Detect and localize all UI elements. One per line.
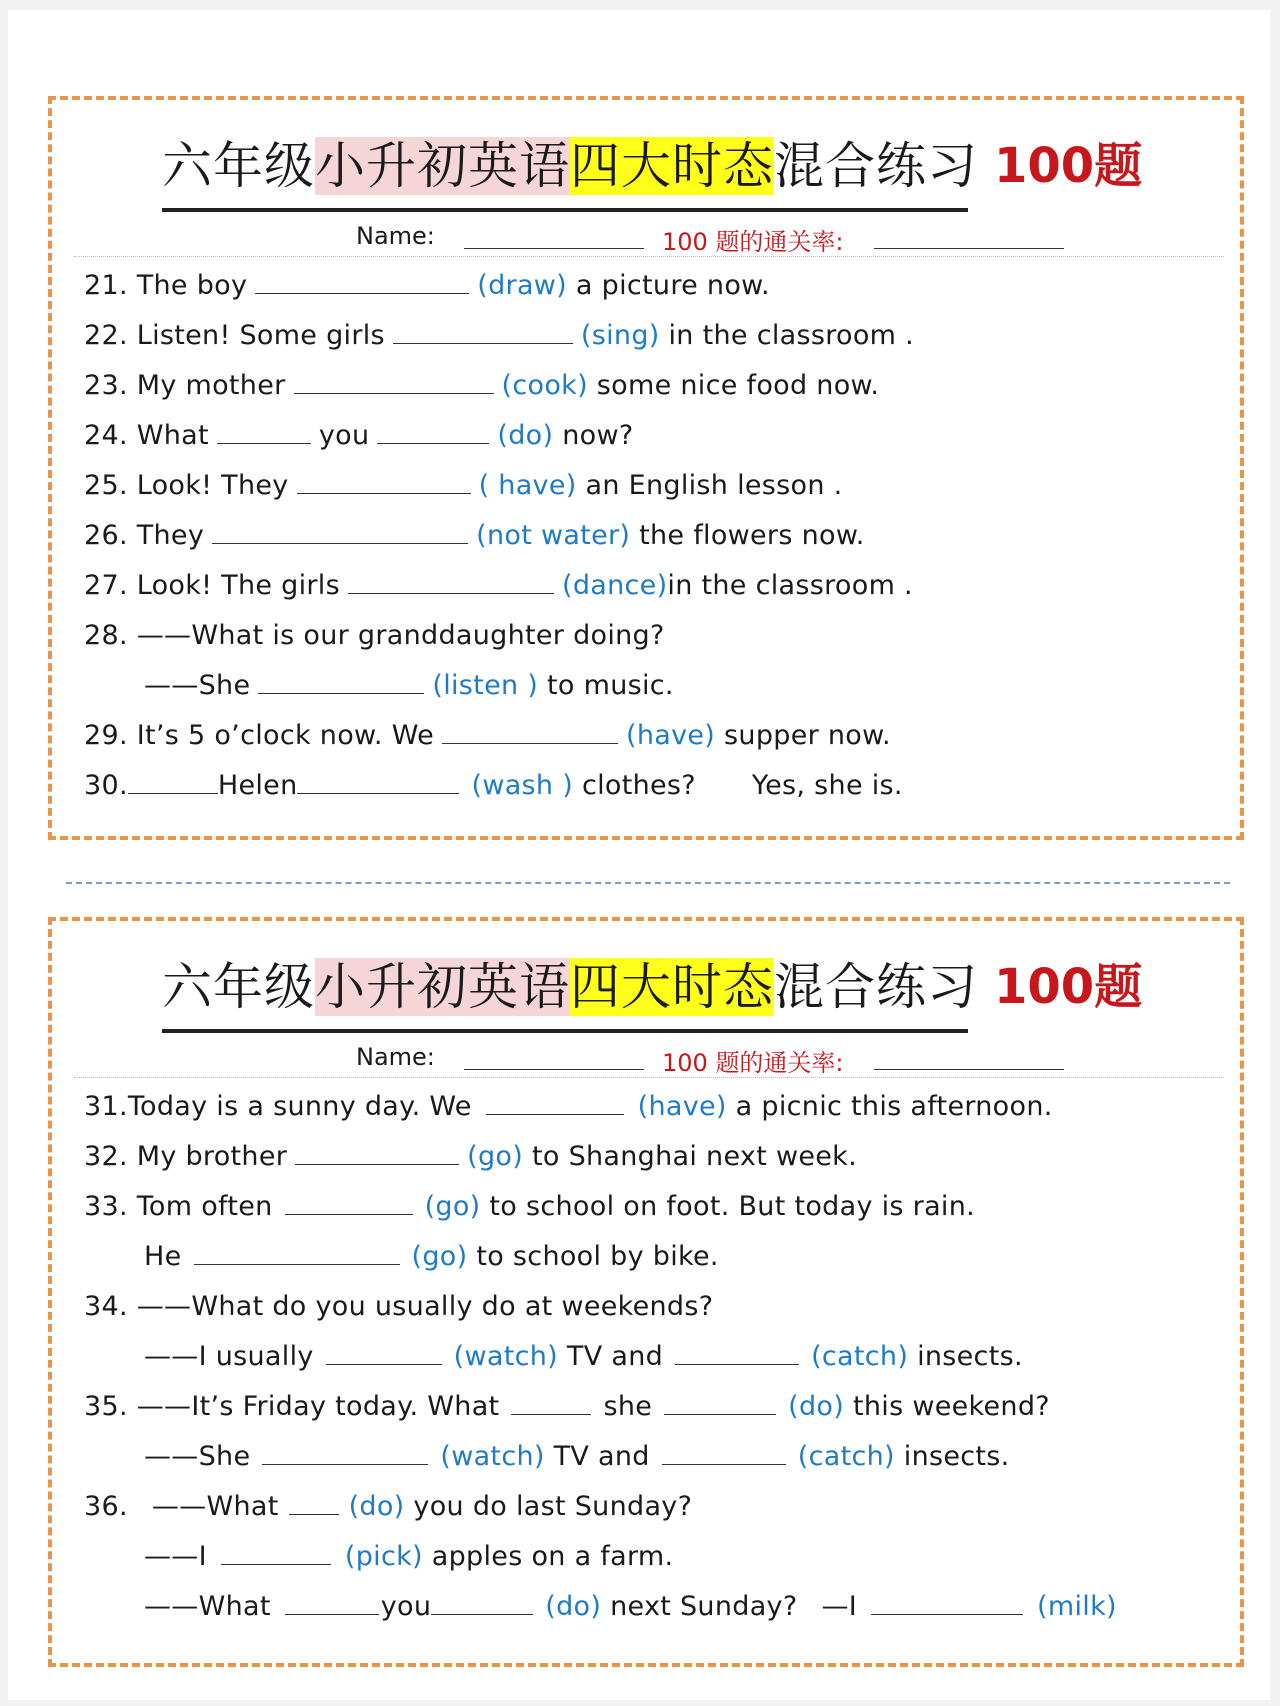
verb-hint: (do) (348, 1491, 405, 1522)
question-25 (84, 466, 843, 506)
question-23 (84, 366, 879, 406)
question-text: ——I (144, 1541, 207, 1572)
question-text: next Sunday? (610, 1591, 798, 1622)
question-text: —I (821, 1591, 858, 1622)
question-text: TV and (566, 1341, 664, 1372)
question-text: 22. Listen! Some girls (84, 320, 385, 351)
title-part: 六年级 (162, 958, 315, 1016)
section-separator (66, 882, 1230, 884)
verb-hint: (cook) (501, 370, 588, 401)
question-text: this weekend? (852, 1391, 1050, 1422)
question-text: to school by bike. (476, 1241, 719, 1272)
verb-hint: (dance) (561, 570, 668, 601)
question-text: apples on a farm. (431, 1541, 674, 1572)
title-count: 100题 (994, 138, 1143, 194)
question-text: 31.Today is a sunny day. We (84, 1091, 472, 1122)
verb-hint: (sing) (580, 320, 660, 351)
answer-blank[interactable] (377, 442, 489, 444)
answer-blank[interactable] (194, 1263, 400, 1265)
question-33 (84, 1187, 975, 1227)
pass-rate-blank[interactable] (874, 1069, 1064, 1070)
question-text: ——What (151, 1491, 279, 1522)
question-22 (84, 316, 914, 356)
question-text: Yes, she is. (751, 770, 903, 801)
verb-hint: (catch) (797, 1441, 895, 1472)
verb-hint: (do) (788, 1391, 845, 1422)
page-title (162, 951, 978, 1023)
question-34-prompt (84, 1287, 713, 1327)
name-blank[interactable] (464, 1069, 644, 1070)
question-text: 29. It’s 5 o’clock now. We (84, 720, 435, 751)
answer-blank[interactable] (289, 1513, 339, 1515)
question-28-answer (144, 666, 674, 706)
question-text: to music. (547, 670, 674, 701)
title-part-highlight-yellow: 四大时态 (570, 958, 774, 1016)
question-text: insects. (917, 1341, 1023, 1372)
question-35-prompt (84, 1387, 1050, 1427)
question-text: an English lesson . (585, 470, 843, 501)
question-35-answer (144, 1437, 1010, 1477)
question-text: 27. Look! The girls (84, 570, 340, 601)
question-text: some nice food now. (596, 370, 880, 401)
answer-blank[interactable] (258, 692, 424, 694)
answer-blank[interactable] (285, 1613, 379, 1615)
answer-blank[interactable] (486, 1113, 624, 1115)
verb-hint: (do) (497, 420, 554, 451)
question-24 (84, 416, 633, 456)
question-text: insects. (903, 1441, 1010, 1472)
question-text: ——She (144, 1441, 251, 1472)
question-text: you do last Sunday? (413, 1491, 693, 1522)
title-count: 100题 (994, 959, 1143, 1015)
answer-blank[interactable] (442, 742, 618, 744)
question-text: to Shanghai next week. (531, 1141, 857, 1172)
answer-blank[interactable] (348, 592, 554, 594)
verb-hint: (go) (424, 1191, 481, 1222)
question-text: to school on foot. But today is rain. (489, 1191, 976, 1222)
answer-blank[interactable] (431, 1613, 533, 1615)
title-row (162, 130, 1162, 202)
pass-rate-blank[interactable] (874, 248, 1064, 249)
pass-rate-label: 100 题的通关率: (662, 228, 844, 256)
answer-blank[interactable] (285, 1213, 413, 1215)
title-part-highlight-pink: 小升初英语 (315, 137, 570, 195)
question-text: she (603, 1391, 653, 1422)
title-underline (162, 208, 968, 212)
answer-blank[interactable] (675, 1363, 799, 1365)
answer-blank[interactable] (262, 1463, 428, 1465)
answer-blank[interactable] (326, 1363, 442, 1365)
title-part: 混合练习 (774, 137, 978, 195)
pass-rate-label: 100 题的通关率: (662, 1049, 844, 1077)
question-text: ——She (144, 670, 251, 701)
answer-blank[interactable] (297, 492, 471, 494)
question-text: He (144, 1241, 182, 1272)
name-label: Name: (356, 222, 435, 250)
question-30 (84, 766, 903, 806)
title-part-highlight-yellow: 四大时态 (570, 137, 774, 195)
question-text: 30. (84, 770, 128, 801)
question-31 (84, 1087, 1053, 1127)
question-text: in the classroom . (667, 570, 913, 601)
worksheet-page (8, 10, 1270, 1700)
question-text: 24. What (84, 420, 209, 451)
title-row (162, 951, 1162, 1023)
exercise-card-1 (48, 96, 1244, 840)
exercise-card-2 (48, 917, 1244, 1667)
answer-blank[interactable] (255, 292, 469, 294)
question-text: now? (562, 420, 634, 451)
question-text: 32. My brother (84, 1141, 288, 1172)
answer-blank[interactable] (128, 792, 218, 794)
question-text: a picnic this afternoon. (735, 1091, 1053, 1122)
verb-hint: (milk) (1037, 1591, 1117, 1622)
question-29 (84, 716, 891, 756)
answer-blank[interactable] (295, 1163, 459, 1165)
verb-hint: (go) (467, 1141, 524, 1172)
name-row (74, 1039, 1224, 1078)
answer-blank[interactable] (871, 1613, 1023, 1615)
answer-blank[interactable] (221, 1563, 331, 1565)
question-text: you (318, 420, 370, 451)
title-part-highlight-pink: 小升初英语 (315, 958, 570, 1016)
verb-hint: (watch) (440, 1441, 545, 1472)
question-text: 33. Tom often (84, 1191, 273, 1222)
name-label: Name: (356, 1043, 435, 1071)
verb-hint: (have) (637, 1091, 727, 1122)
question-text: TV and (553, 1441, 650, 1472)
name-blank[interactable] (464, 248, 644, 249)
answer-blank[interactable] (217, 442, 311, 444)
verb-hint: (draw) (477, 270, 568, 301)
question-26 (84, 516, 865, 556)
question-text: in the classroom . (668, 320, 915, 351)
question-text: 23. My mother (84, 370, 286, 401)
page-title (162, 130, 978, 202)
question-text: 34. ——What do you usually do at weekends? (84, 1291, 714, 1322)
question-text: clothes? (581, 770, 696, 801)
title-part: 混合练习 (774, 958, 978, 1016)
title-part: 六年级 (162, 137, 315, 195)
question-36-prompt (84, 1487, 692, 1527)
verb-hint: (watch) (453, 1341, 559, 1372)
verb-hint: (catch) (811, 1341, 909, 1372)
question-21 (84, 266, 770, 306)
answer-blank[interactable] (664, 1413, 776, 1415)
verb-hint: (go) (411, 1241, 468, 1272)
verb-hint: (have) (626, 720, 716, 751)
question-28-prompt (84, 616, 665, 656)
verb-hint: ( have) (478, 470, 577, 501)
answer-blank[interactable] (297, 792, 459, 794)
verb-hint: (do) (545, 1591, 602, 1622)
title-underline (162, 1029, 968, 1033)
verb-hint: (not water) (476, 520, 631, 551)
question-text: a picture now. (575, 270, 770, 301)
question-text: the flowers now. (639, 520, 865, 551)
question-text: Helen (217, 770, 298, 801)
question-text: ——What (144, 1591, 271, 1622)
answer-blank[interactable] (511, 1413, 591, 1415)
question-text: 26. They (84, 520, 205, 551)
answer-blank[interactable] (662, 1463, 786, 1465)
question-text: 21. The boy (84, 270, 248, 301)
question-36-answer-1 (144, 1537, 673, 1577)
verb-hint: (pick) (344, 1541, 423, 1572)
answer-blank[interactable] (294, 392, 494, 394)
question-36-answer-2 (144, 1587, 1117, 1627)
verb-hint: (listen ) (432, 670, 539, 701)
question-text: supper now. (724, 720, 891, 751)
question-text: 28. ——What is our granddaughter doing? (84, 620, 665, 651)
verb-hint: (wash ) (471, 770, 574, 801)
answer-blank[interactable] (393, 342, 573, 344)
question-text: ——I usually (144, 1341, 314, 1372)
question-text: 35. ——It’s Friday today. What (84, 1391, 500, 1422)
question-27 (84, 566, 913, 606)
question-text: you (380, 1591, 432, 1622)
question-34-answer (144, 1337, 1023, 1377)
question-32 (84, 1137, 857, 1177)
question-text: 25. Look! They (84, 470, 289, 501)
answer-blank[interactable] (212, 542, 468, 544)
question-text: 36. (84, 1491, 128, 1522)
question-33-cont (144, 1237, 719, 1277)
name-row (74, 218, 1224, 257)
